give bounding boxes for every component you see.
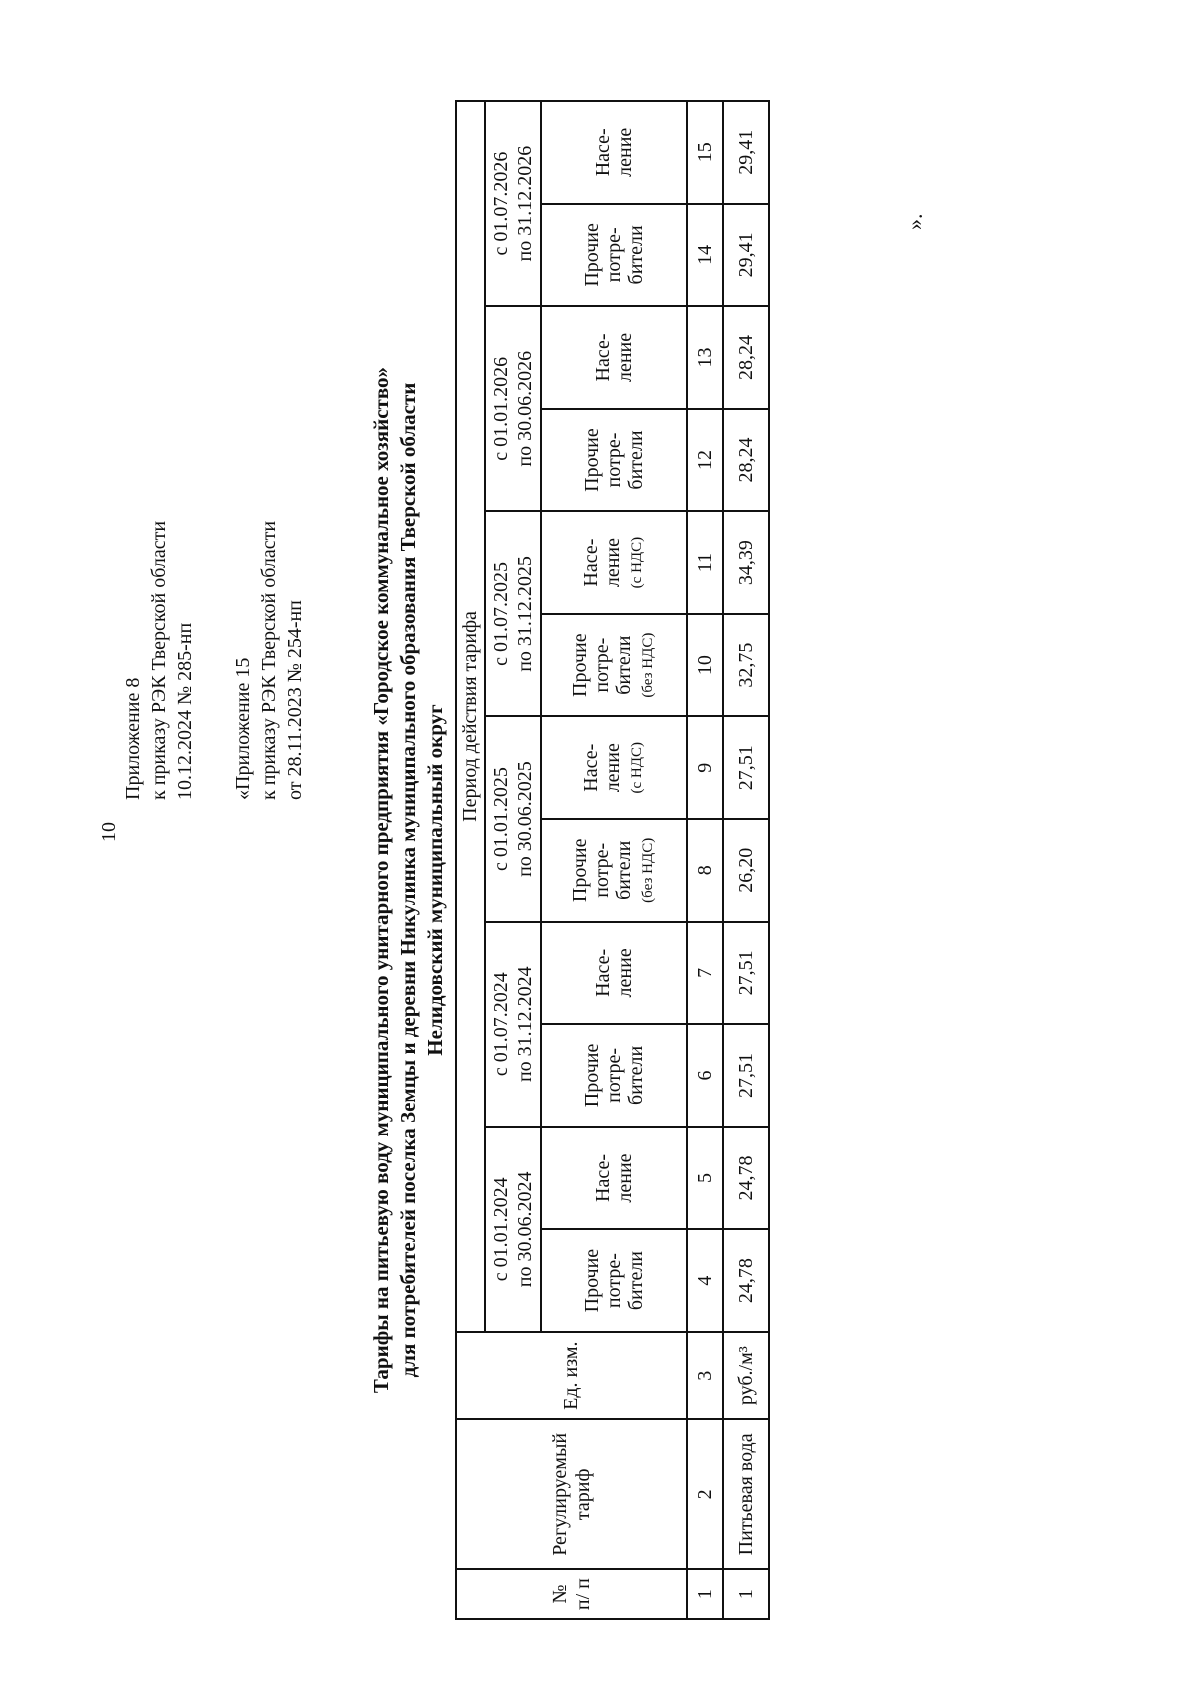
column-number: 1 — [687, 1569, 723, 1619]
period-from: с 01.01.2024 — [490, 1177, 512, 1282]
tariff-value: 27,51 — [723, 1024, 769, 1127]
row-unit: руб./м³ — [723, 1332, 769, 1420]
consumer-label: Прочие потре- бители — [569, 838, 635, 903]
subheader-population: Насе- ление — [541, 922, 687, 1024]
period-header — [485, 1127, 541, 1332]
header-regulated-tariff: Регулируемый тариф — [456, 1419, 687, 1569]
period-from: с 01.07.2024 — [490, 972, 512, 1077]
appendix-15-block — [230, 521, 308, 800]
tariff-value: 32,75 — [723, 614, 769, 717]
rotated-page-content — [120, 100, 1120, 1620]
appendix-8-line: Приложение 8 — [122, 677, 144, 800]
row-tariff-name: Питьевая вода — [723, 1419, 769, 1569]
period-to: по 30.06.2026 — [514, 350, 536, 467]
period-header — [485, 101, 541, 306]
header-row-number: № п/ п — [456, 1569, 687, 1619]
period-header — [485, 716, 541, 921]
tariff-value: 27,51 — [723, 716, 769, 818]
period-header — [485, 922, 541, 1127]
subheader-other-consumers: Прочие потре- бители — [541, 204, 687, 307]
title-line: для потребителей поселка Земцы и деревни Никулинка муниципального образования Тверской области — [396, 382, 420, 1378]
page-number: 10 — [98, 822, 120, 842]
table-row — [723, 101, 769, 1619]
column-number: 10 — [687, 614, 723, 717]
column-number: 2 — [687, 1419, 723, 1569]
closing-quote-mark: ». — [902, 213, 927, 230]
row-number: 1 — [723, 1569, 769, 1619]
period-header — [485, 511, 541, 716]
tariff-value: 34,39 — [723, 511, 769, 613]
subheader-population: Насе- ление — [541, 101, 687, 204]
column-number: 5 — [687, 1127, 723, 1229]
column-number: 11 — [687, 511, 723, 613]
tariff-table — [455, 100, 770, 1620]
appendix-15-line: к приказу РЭК Тверской области — [258, 520, 280, 800]
vat-note: (без НДС) — [640, 837, 656, 903]
title-line: Тарифы на питьевую воду муниципального унитарного предприятия «Городское коммунальное хозяйство» — [369, 366, 393, 1394]
consumer-label: Прочие потре- бители — [569, 633, 635, 697]
period-from: с 01.07.2026 — [490, 151, 512, 256]
subheader-other-consumers: Прочие потре- бители — [541, 1024, 687, 1127]
tariff-value: 27,51 — [723, 922, 769, 1024]
tariff-value: 29,41 — [723, 101, 769, 204]
column-number: 12 — [687, 409, 723, 512]
column-number: 9 — [687, 716, 723, 818]
tariff-value: 24,78 — [723, 1127, 769, 1229]
subheader-population: Насе- ление — [541, 1127, 687, 1229]
appendix-15-line: «Приложение 15 — [232, 657, 254, 800]
column-number: 7 — [687, 922, 723, 1024]
vat-note: (с НДС) — [629, 536, 645, 589]
consumer-label: Насе- ление — [580, 743, 624, 793]
document-title — [368, 220, 449, 1540]
period-to: по 31.12.2024 — [514, 966, 536, 1083]
subheader-other-consumers: Прочие потре- бители — [541, 409, 687, 512]
period-from: с 01.01.2025 — [490, 767, 512, 871]
header-unit: Ед. изм. — [456, 1332, 687, 1420]
vat-note: (без НДС) — [640, 632, 656, 698]
column-number: 15 — [687, 101, 723, 204]
column-number: 13 — [687, 306, 723, 408]
header-tariff-period: Период действия тарифа — [456, 101, 485, 1332]
tariff-value: 26,20 — [723, 819, 769, 922]
appendix-15-line: от 28.11.2023 № 254-нп — [284, 600, 306, 800]
period-to: по 30.06.2024 — [514, 1171, 536, 1288]
appendix-8-block — [120, 521, 198, 800]
column-number: 8 — [687, 819, 723, 922]
subheader-population — [541, 511, 687, 613]
tariff-value: 29,41 — [723, 204, 769, 307]
column-number: 14 — [687, 204, 723, 307]
tariff-value: 28,24 — [723, 306, 769, 408]
appendix-8-line: к приказу РЭК Тверской области — [148, 520, 170, 800]
subheader-other-consumers: Прочие потре- бители — [541, 1229, 687, 1332]
subheader-population — [541, 716, 687, 818]
period-from: с 01.01.2026 — [490, 356, 512, 461]
period-to: по 31.12.2025 — [514, 556, 536, 672]
subheader-other-consumers — [541, 614, 687, 717]
vat-note: (с НДС) — [629, 742, 645, 794]
subheader-population: Насе- ление — [541, 306, 687, 408]
consumer-label: Насе- ление — [580, 538, 624, 588]
period-from: с 01.07.2025 — [490, 561, 512, 666]
column-number: 3 — [687, 1332, 723, 1420]
tariff-value: 24,78 — [723, 1229, 769, 1332]
column-number: 6 — [687, 1024, 723, 1127]
appendix-8-line: 10.12.2024 № 285-нп — [174, 622, 196, 800]
subheader-other-consumers — [541, 819, 687, 922]
column-number: 4 — [687, 1229, 723, 1332]
period-to: по 30.06.2025 — [514, 761, 536, 877]
title-line: Нелидовский муниципальный округ — [423, 704, 447, 1056]
period-to: по 31.12.2026 — [514, 145, 536, 262]
tariff-value: 28,24 — [723, 409, 769, 512]
period-header — [485, 306, 541, 511]
